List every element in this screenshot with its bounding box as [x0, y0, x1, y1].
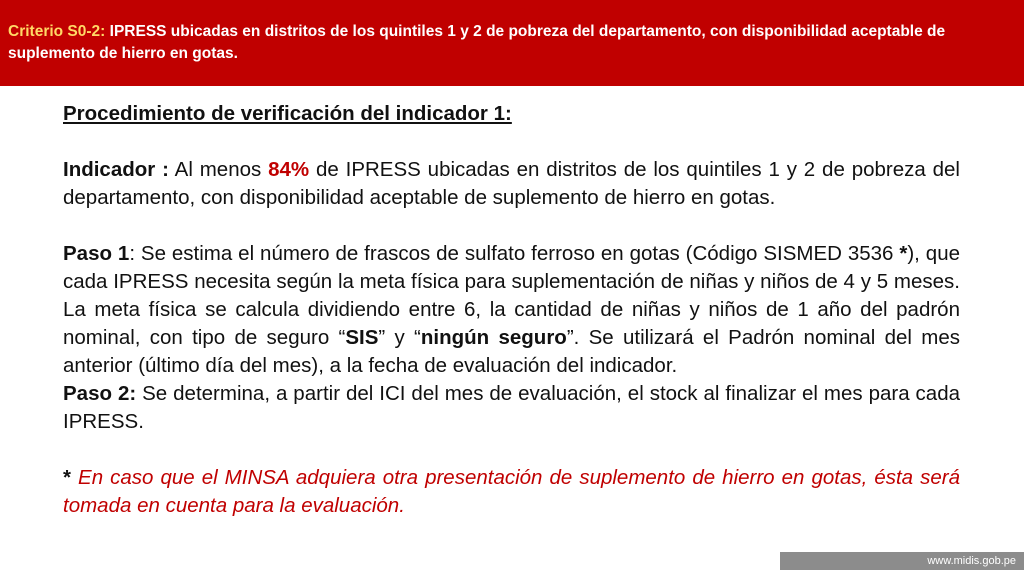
- criterio-text: IPRESS ubicadas en distritos de los quintiles 1 y 2 de pobreza del departamento, con disponibilidad aceptable de suplemento de hierro en gotas.: [8, 23, 946, 62]
- procedure-title: Procedimiento de verificación del indicador 1:: [63, 102, 512, 125]
- paso2-text: Se determina, a partir del ICI del mes de evaluación, el stock al finalizar el mes para cada IPRESS.: [63, 382, 961, 433]
- paso1-ningun-seguro: ningún seguro: [420, 326, 567, 349]
- indicador-text-after: de IPRESS ubicadas en distritos de los quintiles 1 y 2 de pobreza del departamento, con disponibilidad aceptable de suplemento de hierro en gotas.: [63, 158, 960, 209]
- paso2-label: Paso 2:: [63, 382, 137, 405]
- paso1-label: Paso 1: [63, 242, 130, 265]
- paso2-paragraph: [63, 380, 960, 436]
- footer-url: www.midis.gob.pe: [927, 555, 1016, 567]
- paso1-text-3: ” y “: [378, 326, 421, 349]
- paso1-paragraph: [63, 240, 960, 380]
- footnote-paragraph: [63, 464, 960, 520]
- paso1-sis: SIS: [345, 326, 379, 349]
- paso1-star: *: [899, 242, 908, 265]
- paso1-text-4: ”. Se utilizará el Padrón nominal del mes anterior (último día del mes), a la fecha de evaluación del indicador.: [63, 326, 961, 377]
- header-banner: [0, 0, 1024, 86]
- indicador-paragraph: [63, 156, 960, 212]
- criterio-label: Criterio S0-2:: [8, 23, 106, 40]
- footer-url-bar: [780, 552, 1024, 570]
- indicador-text-before: Al menos: [168, 158, 269, 181]
- indicador-label: Indicador :: [63, 158, 169, 181]
- footnote-star: *: [63, 466, 71, 489]
- paso1-text-1: : Se estima el número de frascos de sulfato ferroso en gotas (Código SISMED 3536: [129, 242, 900, 265]
- paso1-text-2: ), que cada IPRESS necesita según la meta física para suplementación de niñas y niños de 4 y 5 meses. La meta física se calcula dividiendo entre 6, la cantidad de niñas y niños de 1 año del padrón nominal, con tipo de seguro “: [63, 242, 960, 349]
- indicador-percent: 84%: [268, 158, 310, 181]
- slide-content: [63, 100, 960, 520]
- footnote-text: En caso que el MINSA adquiera otra presentación de suplemento de hierro en gotas, ésta será tomada en cuenta para la evaluación.: [63, 466, 960, 517]
